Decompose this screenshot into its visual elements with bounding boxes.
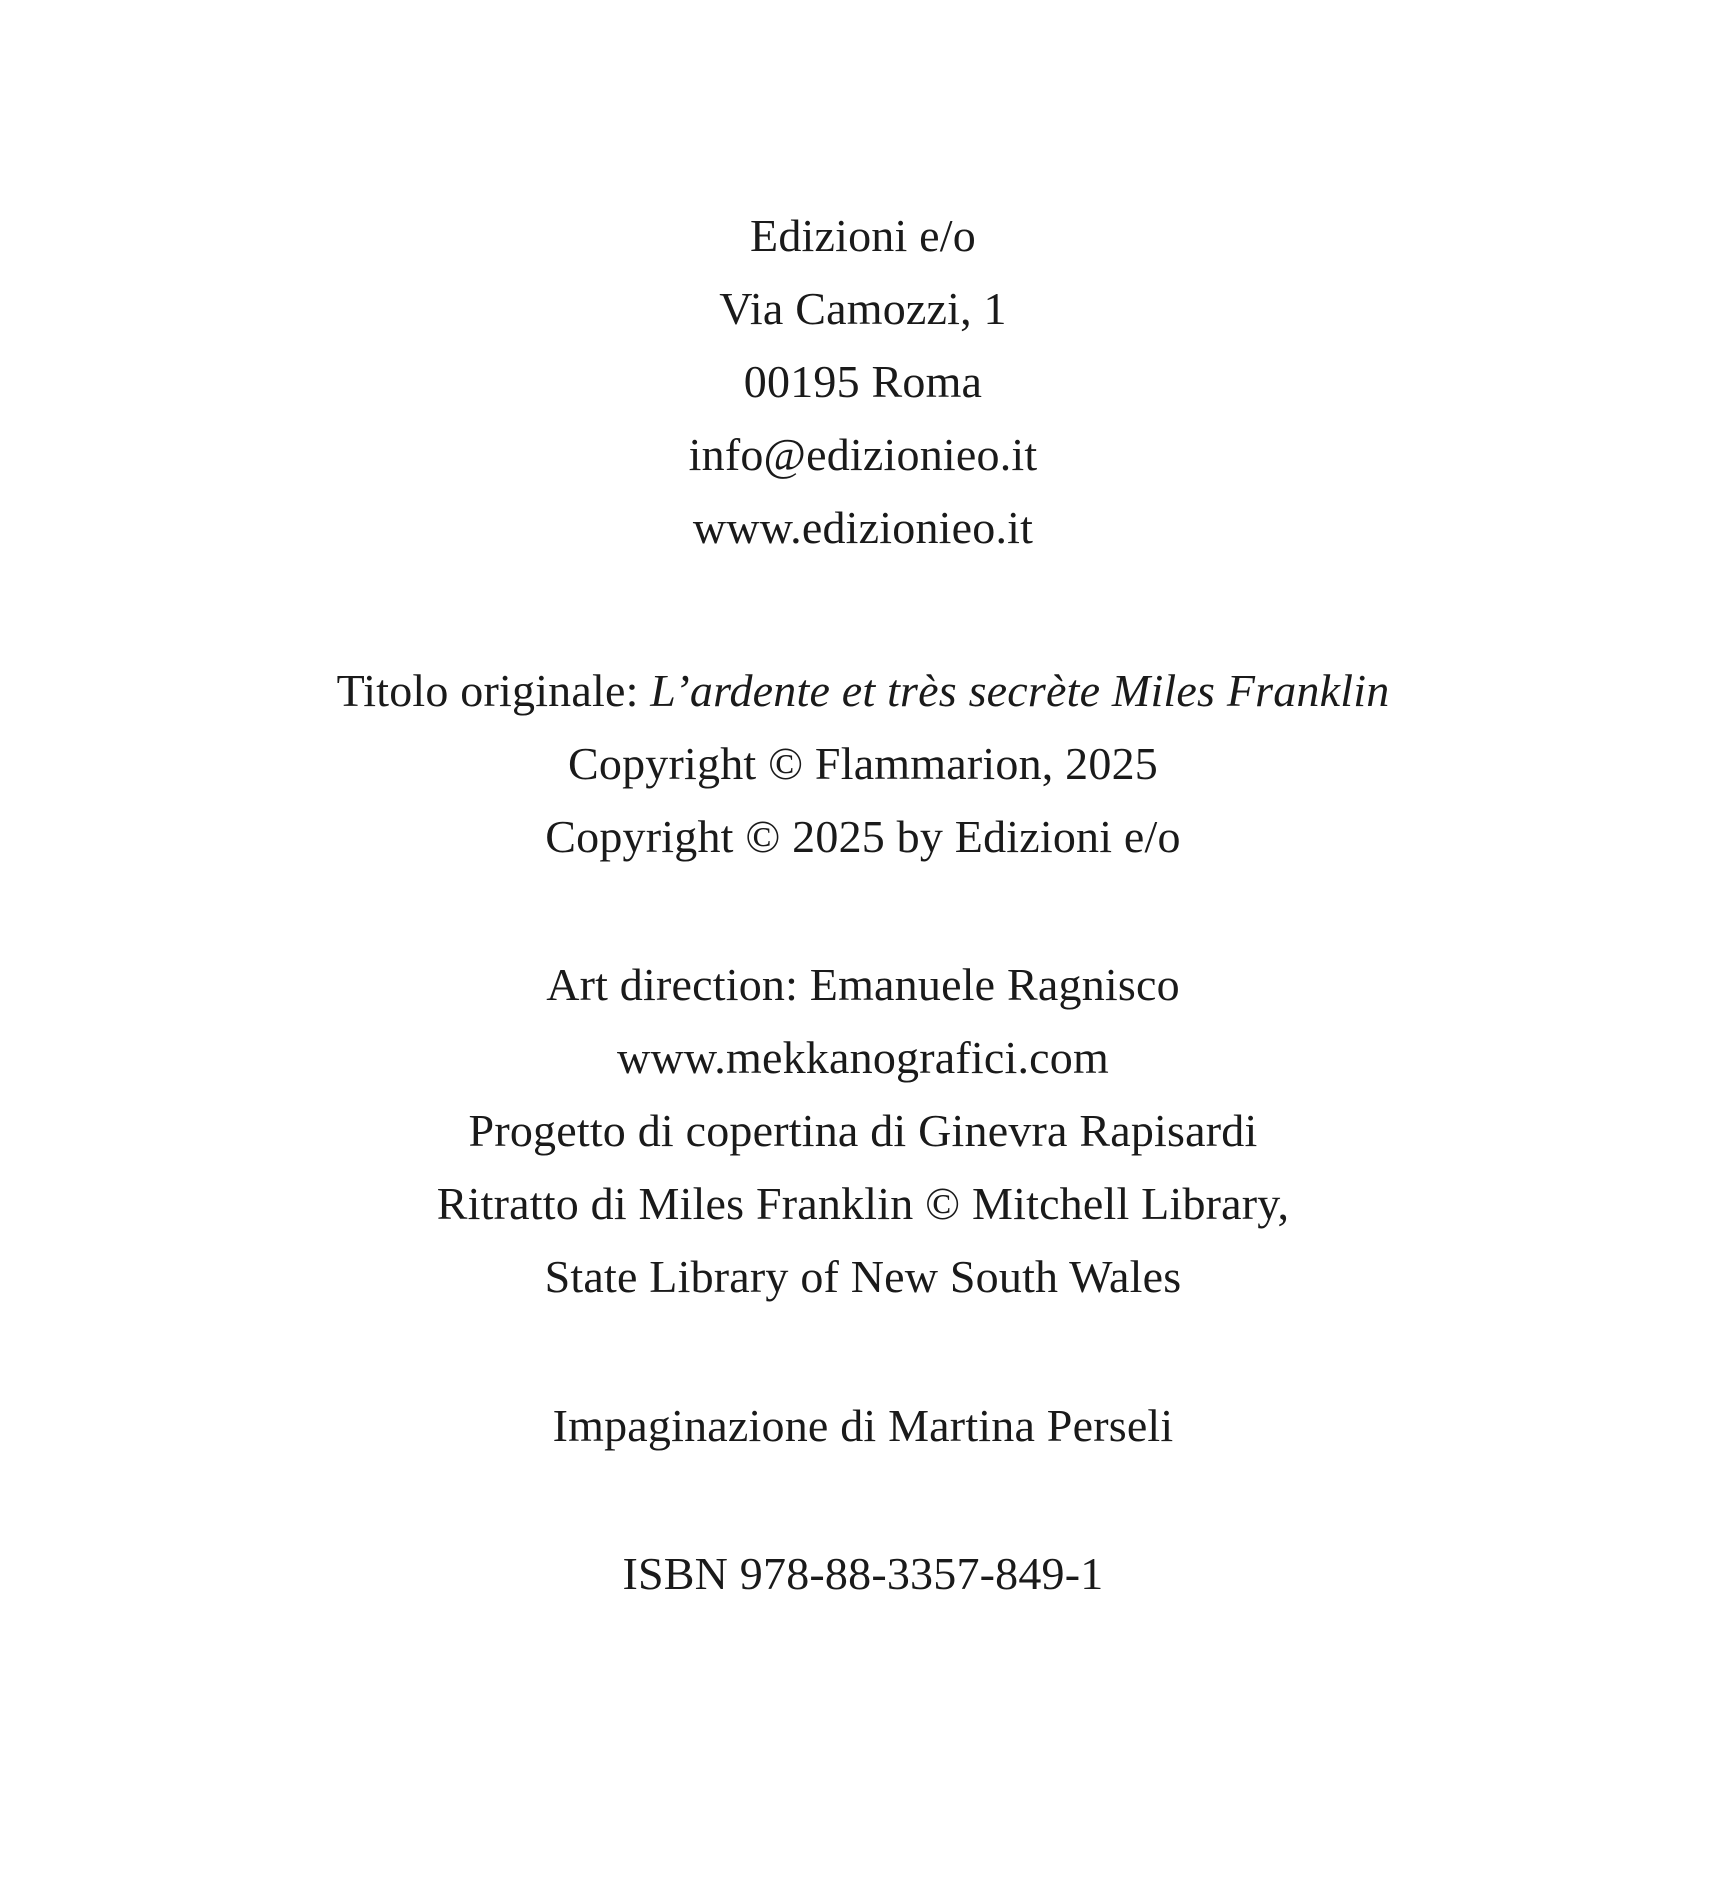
art-direction: Art direction: Emanuele Ragnisco	[546, 959, 1180, 1010]
publisher-email: info@edizionieo.it	[688, 429, 1038, 480]
publisher-street: Via Camozzi, 1	[719, 283, 1007, 334]
art-website: www.mekkanografici.com	[617, 1032, 1109, 1083]
publisher-name: Edizioni e/o	[750, 210, 976, 261]
publisher-city: 00195 Roma	[743, 356, 983, 407]
portrait-credit-line-2: State Library of New South Wales	[544, 1251, 1182, 1302]
publisher-address-block	[0, 199, 1726, 564]
original-title-label: Titolo originale:	[336, 665, 651, 716]
original-title-line	[0, 654, 1726, 727]
layout-credit: Impaginazione di Martina Perseli	[552, 1400, 1174, 1451]
copyright-flammarion: Copyright © Flammarion, 2025	[568, 738, 1158, 789]
isbn-block	[0, 1537, 1726, 1610]
publisher-website: www.edizionieo.it	[692, 502, 1034, 553]
original-title: L’ardente et très secrète Miles Franklin	[650, 665, 1390, 716]
layout-credit-block	[0, 1389, 1726, 1462]
credits-block	[0, 948, 1726, 1313]
isbn: ISBN 978-88-3357-849-1	[622, 1548, 1104, 1599]
portrait-credit-line-1: Ritratto di Miles Franklin © Mitchell Library,	[436, 1178, 1290, 1229]
cover-project: Progetto di copertina di Ginevra Rapisardi	[468, 1105, 1258, 1156]
original-title-block	[0, 654, 1726, 873]
copyright-edizioni: Copyright © 2025 by Edizioni e/o	[545, 811, 1181, 862]
